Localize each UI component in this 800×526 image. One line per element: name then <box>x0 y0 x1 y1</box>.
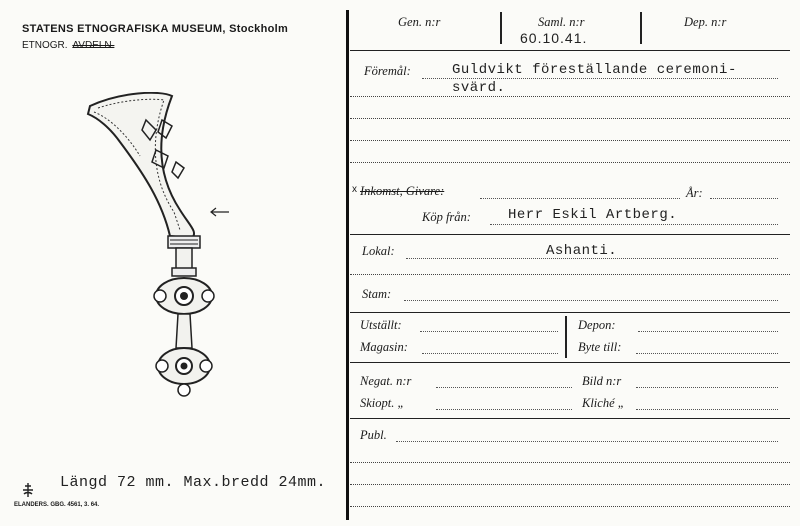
bild-nr-label: Bild n:r <box>582 374 622 388</box>
skiopt-dotline <box>436 409 572 410</box>
inkomst-prefix: x <box>352 184 357 195</box>
publ-rule-1 <box>350 462 790 463</box>
negat-rule <box>350 418 790 419</box>
ar-label: År: <box>686 186 703 200</box>
kliche-label: Kliché „ <box>582 396 625 410</box>
publ-dotline <box>396 441 778 442</box>
negat-nr-label: Negat. n:r <box>360 374 412 388</box>
etnogr-struck-text: AVDELN. <box>72 40 115 51</box>
gen-nr-label: Gen. n:r <box>398 15 441 29</box>
kop-fran-value: Herr Eskil Artberg. <box>508 207 678 223</box>
skiopt-label: Skiopt. „ <box>360 396 405 410</box>
foremal-rule-1 <box>350 96 790 97</box>
museum-header <box>22 23 288 35</box>
lokal-value: Ashanti. <box>546 243 618 259</box>
utstallt-separator <box>565 316 567 358</box>
stam-dotline <box>404 300 778 301</box>
stam-rule <box>350 312 790 313</box>
magasin-label: Magasin: <box>360 340 408 354</box>
foremal-dotline <box>422 78 778 79</box>
utstallt-rule <box>350 362 790 363</box>
stam-label: Stam: <box>362 287 392 301</box>
negat-dotline <box>436 387 572 388</box>
dimensions-text: Längd 72 mm. Max.bredd 24mm. <box>60 474 327 491</box>
inkomst-rule <box>350 234 790 235</box>
museum-city: Stockholm <box>229 23 289 35</box>
foremal-rule-2 <box>350 118 790 119</box>
byte-dotline <box>636 353 778 354</box>
header-separator-2 <box>640 12 642 44</box>
foremal-label: Föremål: <box>364 64 411 78</box>
lokal-rule <box>350 274 790 275</box>
foremal-text-line2: svärd. <box>452 80 506 96</box>
sword-drawing <box>80 92 240 412</box>
depon-dotline <box>638 331 778 332</box>
foremal-rule-4 <box>350 162 790 163</box>
kliche-dotline <box>636 409 778 410</box>
kop-dotline <box>490 224 778 225</box>
museum-name: STATENS ETNOGRAFISKA MUSEUM, <box>22 23 226 35</box>
printer-logo-icon <box>20 482 36 498</box>
header-rule <box>350 50 790 51</box>
bild-dotline <box>636 387 778 388</box>
publ-rule-3 <box>350 506 790 507</box>
card-divider <box>346 10 349 520</box>
pointer-arrow-icon <box>208 205 230 219</box>
dep-nr-label: Dep. n:r <box>684 15 727 29</box>
saml-nr-label: Saml. n:r <box>538 15 585 29</box>
byte-till-label: Byte till: <box>578 340 622 354</box>
depon-label: Depon: <box>578 318 616 332</box>
publ-rule-2 <box>350 484 790 485</box>
lokal-label: Lokal: <box>362 244 395 258</box>
utstallt-dotline <box>420 331 558 332</box>
publ-label: Publ. <box>360 428 387 442</box>
etnogr-label: ETNOGR. <box>22 40 68 51</box>
etnogr-line <box>22 40 114 51</box>
foremal-text-line1: Guldvikt föreställande ceremoni- <box>452 62 737 78</box>
magasin-dotline <box>422 353 558 354</box>
kop-fran-label: Köp från: <box>422 210 471 224</box>
header-separator-1 <box>500 12 502 44</box>
foremal-rule-3 <box>350 140 790 141</box>
saml-nr-value: 60.10.41. <box>520 30 588 46</box>
inkomst-givare-label: Inkomst, Givare: <box>360 184 445 198</box>
inkomst-dotline <box>480 198 680 199</box>
printer-imprint: ELANDERS. GBG. 4561, 3. 64. <box>14 502 100 508</box>
utstallt-label: Utställt: <box>360 318 402 332</box>
ar-dotline <box>710 198 778 199</box>
